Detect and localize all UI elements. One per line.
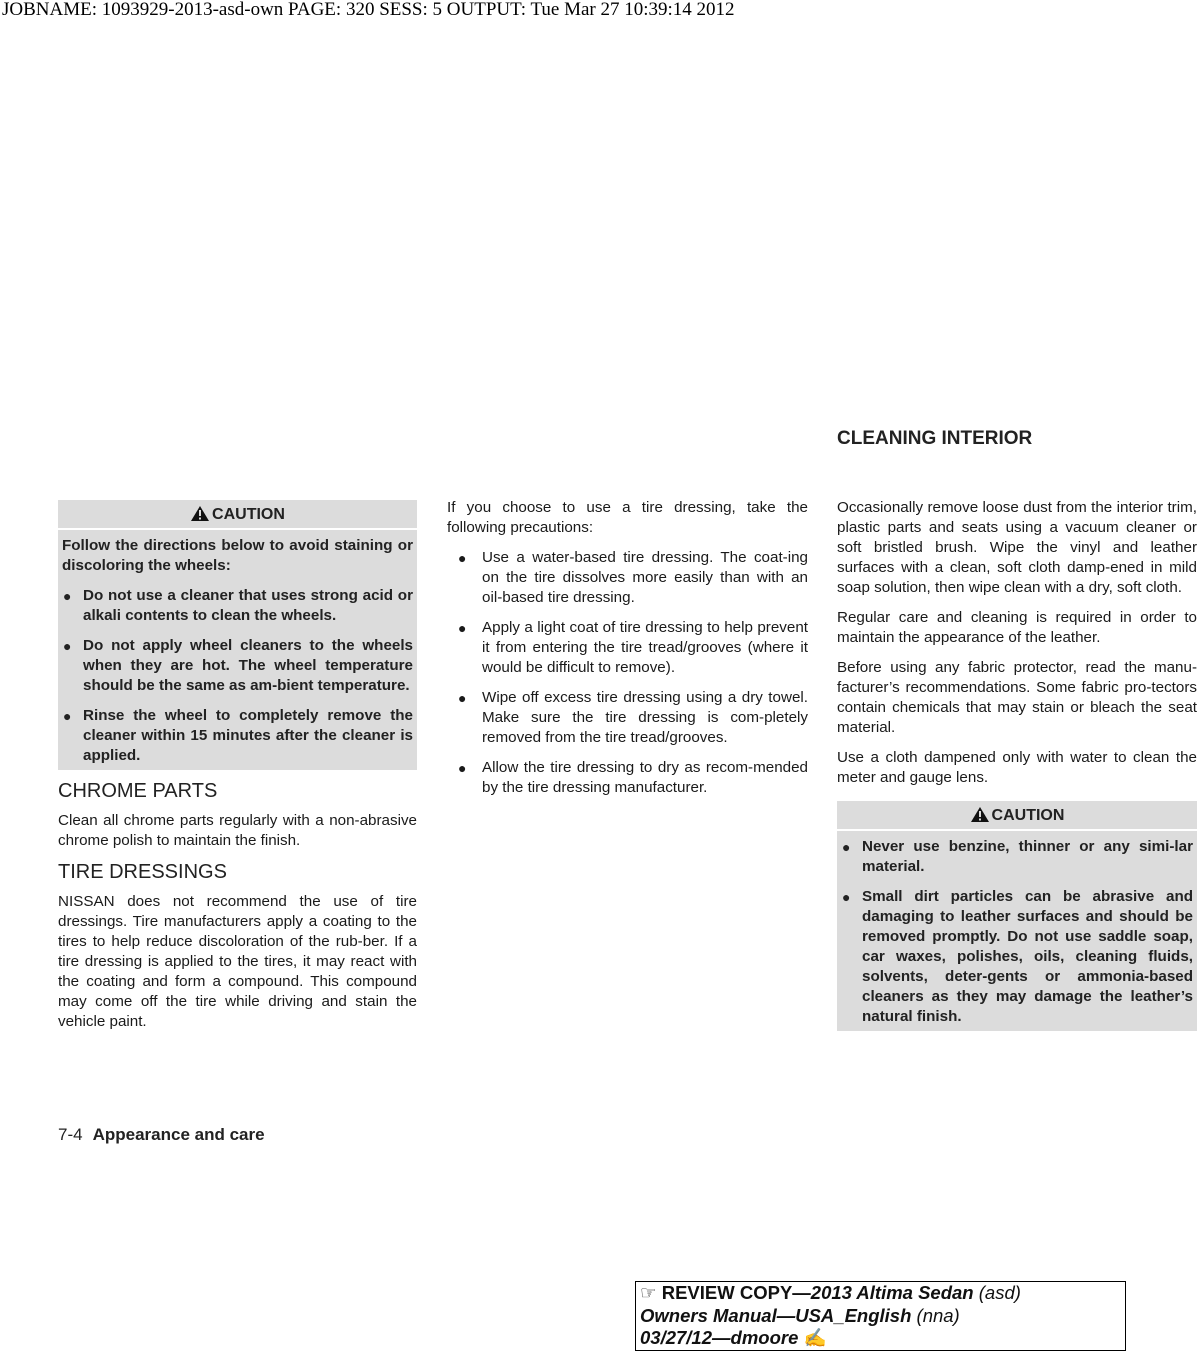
caution-body	[837, 831, 1197, 1031]
caution-label: CAUTION	[991, 807, 1065, 824]
review-manual-code: (nna)	[911, 1304, 960, 1326]
caution-item-text: Never use benzine, thinner or any simi-lar material.	[862, 838, 1193, 875]
bullet-icon: ●	[63, 708, 72, 724]
chrome-parts-text: Clean all chrome parts regularly with a non-abrasive chrome polish to maintain the finish.	[58, 812, 417, 849]
column-left	[58, 500, 417, 1042]
review-model-code: (asd)	[973, 1282, 1021, 1303]
page-number: 7-4	[58, 1125, 83, 1144]
caution-header	[58, 500, 417, 530]
chrome-parts-heading: CHROME PARTS	[58, 780, 218, 802]
review-line-2	[640, 1305, 1121, 1328]
caution-item-text: Do not use a cleaner that uses strong acid or alkali contents to clean the wheels.	[83, 587, 413, 624]
caution-header	[837, 801, 1197, 831]
caution-body	[58, 530, 417, 770]
list-item	[447, 618, 808, 678]
list-item-text: Allow the tire dressing to dry as recom-mended by the tire dressing manufacturer.	[482, 759, 808, 796]
bullet-icon: ●	[458, 620, 467, 636]
review-label: REVIEW COPY—	[661, 1282, 811, 1303]
review-line-3	[640, 1327, 1121, 1350]
caution-box-wheels	[58, 500, 417, 770]
page-footer	[58, 1125, 265, 1145]
footer-section-title: Appearance and care	[92, 1125, 265, 1144]
warning-icon	[190, 505, 210, 522]
caution-box-leather	[837, 801, 1197, 1031]
list-item-text: Wipe off excess tire dressing using a dry towel. Make sure the tire dressing is com-pletely removed from the tire tread/grooves.	[482, 689, 808, 746]
review-manual: Owners Manual—USA_English	[640, 1304, 912, 1326]
caution-list	[62, 586, 413, 766]
job-header-line: JOBNAME: 1093929-2013-asd-own PAGE: 320 SESS: 5 OUTPUT: Tue Mar 27 10:39:14 2012	[2, 0, 735, 20]
bullet-icon: ●	[458, 760, 467, 776]
bullet-icon: ●	[842, 889, 851, 905]
list-item	[447, 548, 808, 608]
caution-item-text: Do not apply wheel cleaners to the wheels when they are hot. The wheel temperature should be the same as am-bient temperature.	[83, 637, 413, 694]
tire-dressings-heading: TIRE DRESSINGS	[58, 861, 227, 883]
review-date: 03/27/12—dmoore	[640, 1327, 799, 1348]
list-item-text: Use a water-based tire dressing. The coat-ing on the tire dissolves more easily than with an oil-based tire dressing.	[482, 549, 808, 606]
list-item	[447, 758, 808, 798]
writing-hand-icon: ✍	[803, 1327, 827, 1348]
review-line-1	[640, 1282, 1121, 1305]
section-title: CLEANING INTERIOR	[837, 428, 1033, 449]
column-middle	[447, 498, 808, 808]
bullet-icon: ●	[63, 588, 72, 604]
caution-item	[62, 586, 413, 626]
precautions-intro: If you choose to use a tire dressing, take the following precautions:	[447, 499, 808, 536]
caution-item	[841, 887, 1193, 1027]
caution-item	[62, 636, 413, 696]
bullet-icon: ●	[458, 550, 467, 566]
pointing-hand-icon: ☞	[640, 1282, 662, 1303]
review-copy-box	[635, 1281, 1126, 1351]
list-item	[447, 688, 808, 748]
precautions-list	[447, 548, 808, 798]
caution-item-text: Small dirt particles can be abrasive and damaging to leather surfaces and should be removed promptly. Do not use saddle soap, car waxes, polishes, oils, cleaning fluids, solvents, deter-gents or ammonia-based cleaners as they may damage the leather’s natural finish.	[862, 888, 1193, 1025]
caution-intro: Follow the directions below to avoid staining or discoloring the wheels:	[62, 537, 413, 574]
caution-label: CAUTION	[212, 506, 285, 523]
list-item-text: Apply a light coat of tire dressing to help prevent it from entering the tire tread/grooves (where it would be difficult to remove).	[482, 619, 808, 676]
warning-icon	[970, 806, 990, 823]
caution-list	[841, 837, 1193, 1027]
paragraph: Use a cloth dampened only with water to clean the meter and gauge lens.	[837, 749, 1197, 786]
paragraph: Before using any fabric protector, read the manu-facturer’s recommendations. Some fabric pro-tectors contain chemicals that may stain or bleach the seat material.	[837, 659, 1197, 736]
bullet-icon: ●	[458, 690, 467, 706]
review-model: 2013 Altima Sedan	[810, 1282, 974, 1303]
bullet-icon: ●	[842, 839, 851, 855]
paragraph: Occasionally remove loose dust from the interior trim, plastic parts and seats using a vacuum cleaner or soft bristled brush. Wipe the vinyl and leather surfaces with a clean, soft cloth damp-ened in mild soap solution, then wipe clean with a dry, soft cloth.	[837, 499, 1197, 596]
caution-item-text: Rinse the wheel to completely remove the cleaner within 15 minutes after the cleaner is applied.	[83, 707, 413, 764]
paragraph: Regular care and cleaning is required in order to maintain the appearance of the leather.	[837, 609, 1197, 646]
column-right	[837, 498, 1197, 1031]
caution-item	[62, 706, 413, 766]
tire-dressings-text: NISSAN does not recommend the use of tire dressings. Tire manufacturers apply a coating to the tires to help reduce discoloration of the rub-ber. If a tire dressing is applied to the tires, it may react with the coating and form a compound. This compound may come off the tire while driving and stain the vehicle paint.	[58, 893, 417, 1030]
bullet-icon: ●	[63, 638, 72, 654]
caution-item	[841, 837, 1193, 877]
